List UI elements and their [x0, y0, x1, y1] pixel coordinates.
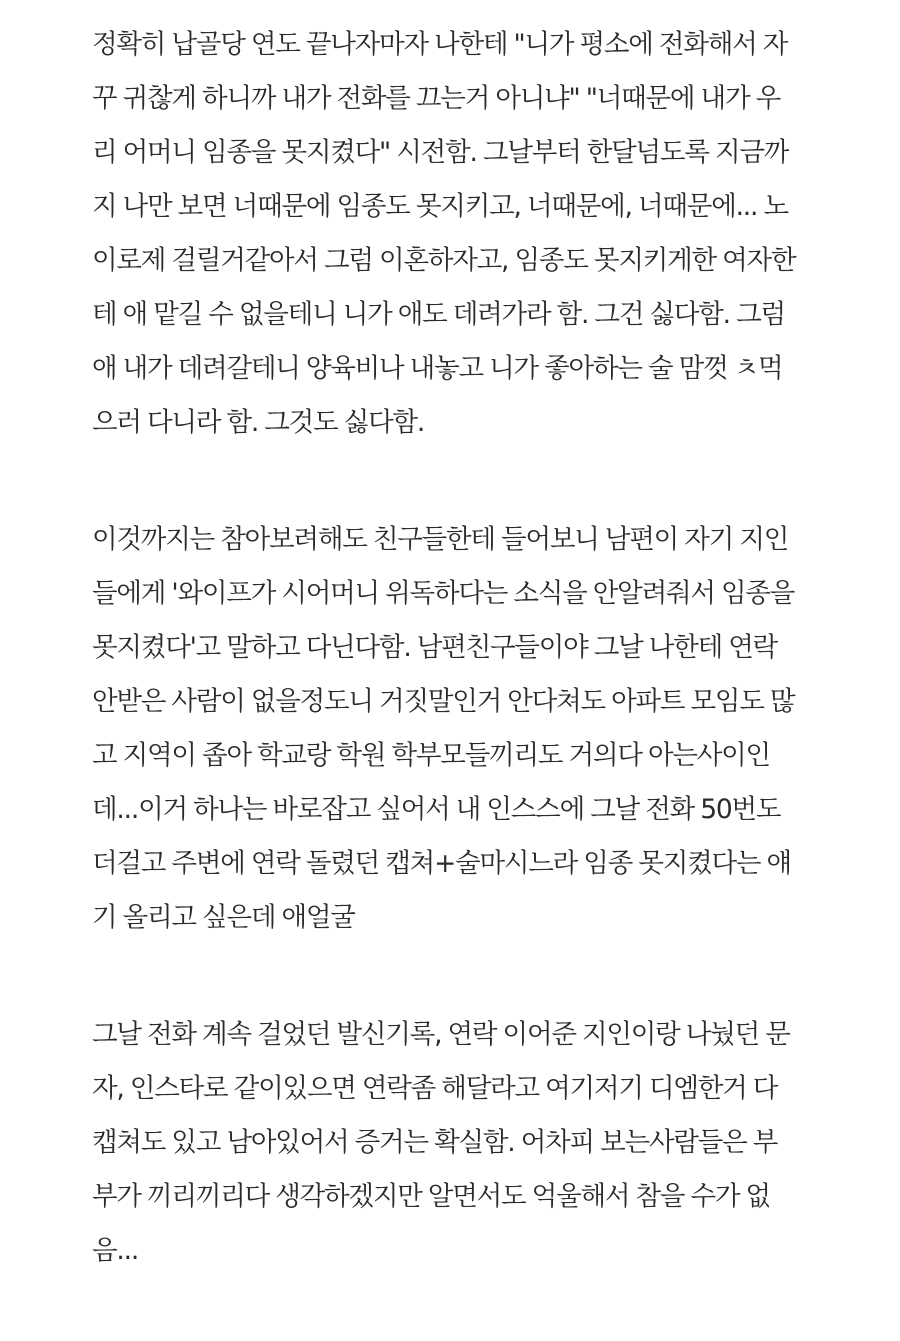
text-line: 부가 끼리끼리다 생각하겠지만 알면서도 억울해서 참을 수가 없 — [92, 1181, 770, 1212]
paragraph-1 — [92, 18, 832, 450]
text-line: 못지켰다'고 말하고 다닌다함. 남편친구들이야 그날 나한테 연락 — [92, 632, 778, 663]
text-line: 꾸 귀찮게 하니까 내가 전화를 끄는거 아니냐" "너때문에 내가 우 — [92, 83, 780, 114]
text-line: 이것까지는 참아보려해도 친구들한테 들어보니 남편이 자기 지인 — [92, 524, 789, 555]
text-line: 음... — [92, 1235, 139, 1266]
text-line: 안받은 사람이 없을정도니 거짓말인거 안다쳐도 아파트 모임도 많 — [92, 686, 795, 717]
text-line: 으러 다니라 함. 그것도 싫다함. — [92, 407, 425, 438]
text-line: 테 애 맡길 수 없을테니 니가 애도 데려가라 함. 그건 싫다함. 그럼 — [92, 299, 785, 330]
text-line: 캡쳐도 있고 남아있어서 증거는 확실함. 어차피 보는사람들은 부 — [92, 1127, 778, 1158]
paragraph-2 — [92, 513, 832, 945]
text-line: 들에게 '와이프가 시어머니 위독하다는 소식을 안알려줘서 임종을 — [92, 578, 795, 609]
post-body — [92, 18, 832, 1341]
text-line: 지 나만 보면 너때문에 임종도 못지키고, 너때문에, 너때문에... 노 — [92, 191, 788, 222]
text-line: 그날 전화 계속 걸었던 발신기록, 연락 이어준 지인이랑 나눴던 문 — [92, 1019, 790, 1050]
text-line: 이로제 걸릴거같아서 그럼 이혼하자고, 임종도 못지키게한 여자한 — [92, 245, 796, 276]
paragraph-3 — [92, 1008, 832, 1278]
text-line: 리 어머니 임종을 못지켰다" 시전함. 그날부터 한달넘도록 지금까 — [92, 137, 789, 168]
text-line: 데...이거 하나는 바로잡고 싶어서 내 인스스에 그날 전화 50번도 — [92, 794, 781, 825]
text-line: 자, 인스타로 같이있으면 연락좀 해달라고 여기저기 디엠한거 다 — [92, 1073, 778, 1104]
text-line: 더걸고 주변에 연락 돌렸던 캡쳐+술마시느라 임종 못지켰다는 얘 — [92, 848, 791, 879]
text-line: 정확히 납골당 연도 끝나자마자 나한테 "니가 평소에 전화해서 자 — [92, 29, 788, 60]
text-line: 고 지역이 좁아 학교랑 학원 학부모들끼리도 거의다 아는사이인 — [92, 740, 770, 771]
text-line: 기 올리고 싶은데 애얼굴 — [92, 902, 355, 933]
text-line: 애 내가 데려갈테니 양육비나 내놓고 니가 좋아하는 술 맘껏 ㅊ먹 — [92, 353, 783, 384]
